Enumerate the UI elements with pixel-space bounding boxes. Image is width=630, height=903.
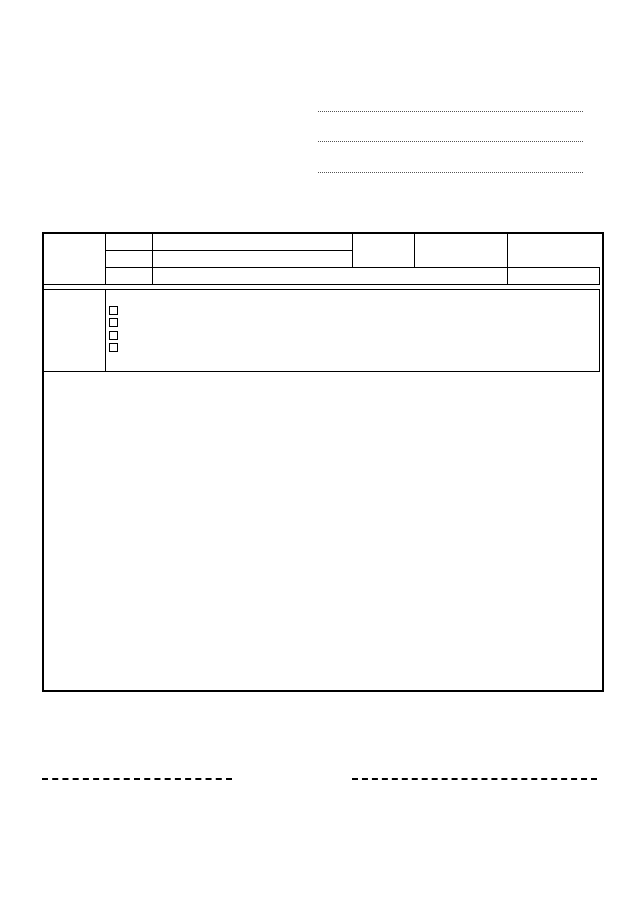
furigana-field[interactable] (153, 234, 353, 251)
address-field[interactable] (153, 268, 508, 285)
checkbox[interactable] (109, 318, 118, 327)
address-label (106, 268, 153, 285)
name-field[interactable] (153, 251, 353, 268)
dob-field[interactable] (415, 234, 508, 268)
applicant-name[interactable] (318, 141, 583, 142)
subject-table (43, 233, 600, 285)
applicant-contact[interactable] (318, 172, 583, 173)
applicant-address[interactable] (318, 111, 583, 112)
subject-label (44, 234, 106, 285)
history-label (44, 290, 106, 372)
checkbox[interactable] (109, 331, 118, 340)
dob-label (353, 234, 415, 268)
history-item[interactable] (109, 331, 596, 343)
checkbox[interactable] (109, 343, 118, 352)
history-item[interactable] (109, 306, 596, 318)
history-item[interactable] (109, 318, 596, 330)
history-content (106, 290, 600, 372)
checkbox[interactable] (109, 306, 118, 315)
phone-cell[interactable] (507, 268, 600, 285)
history-item[interactable] (109, 343, 596, 355)
furigana-label (106, 234, 153, 251)
name-label (106, 251, 153, 268)
history-table (43, 289, 600, 372)
